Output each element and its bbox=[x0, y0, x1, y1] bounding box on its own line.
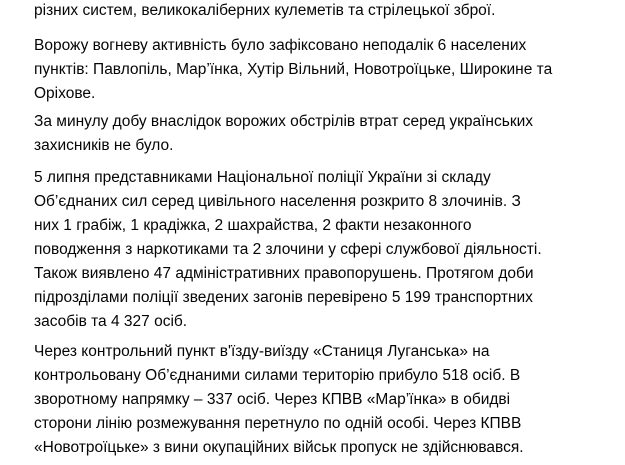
text-line: 5 липня представниками Національної поліції України зі складу bbox=[34, 169, 491, 186]
text-line: Оріхове. bbox=[34, 85, 96, 102]
paragraph-checkpoints bbox=[34, 340, 624, 460]
text-line: За минулу добу внаслідок ворожих обстрілів втрат серед українських bbox=[34, 113, 534, 130]
text-line: Ворожу вогневу активність було зафіксовано неподалік 6 населених bbox=[34, 37, 527, 54]
text-line: захисників не було. bbox=[34, 137, 174, 154]
paragraph-losses bbox=[34, 110, 624, 158]
paragraph-weapons bbox=[34, 0, 624, 23]
text-line: різних систем, великокаліберних кулеметів та стрілецької зброї. bbox=[34, 2, 496, 19]
text-line: них 1 грабіж, 1 крадіжка, 2 шахрайства, 2 факти незаконного bbox=[34, 217, 472, 234]
paragraph-police bbox=[34, 166, 624, 334]
text-line: Також виявлено 47 адміністративних правопорушень. Протягом доби bbox=[34, 265, 534, 282]
text-line: зворотному напрямку – 337 осіб. Через КПВВ «Мар’їнка» в обидві bbox=[34, 391, 511, 408]
text-line: Через контрольний пункт в'їзду-виїзду «Станиця Луганська» на bbox=[34, 343, 490, 360]
text-line: Об’єднаних сил серед цивільного населення розкрито 8 злочинів. З bbox=[34, 193, 521, 210]
text-line: поводження з наркотиками та 2 злочини у сфері службової діяльності. bbox=[34, 241, 542, 258]
text-line: підрозділами поліції зведених загонів перевірено 5 199 транспортних bbox=[34, 289, 533, 306]
paragraph-enemy-fire bbox=[34, 34, 624, 106]
text-line: «Новотроїцьке» з вини окупаційних військ пропуск не здійснювався. bbox=[34, 439, 524, 456]
text-line: засобів та 4 327 осіб. bbox=[34, 313, 188, 330]
text-line: контрольовану Об’єднаними силами територію прибуло 518 осіб. В bbox=[34, 367, 521, 384]
text-line: сторони лінію розмежування перетнуло по одній особі. Через КПВВ bbox=[34, 415, 522, 432]
text-line: пунктів: Павлопіль, Мар’їнка, Хутір Вільний, Новотроїцьке, Широкине та bbox=[34, 61, 553, 78]
